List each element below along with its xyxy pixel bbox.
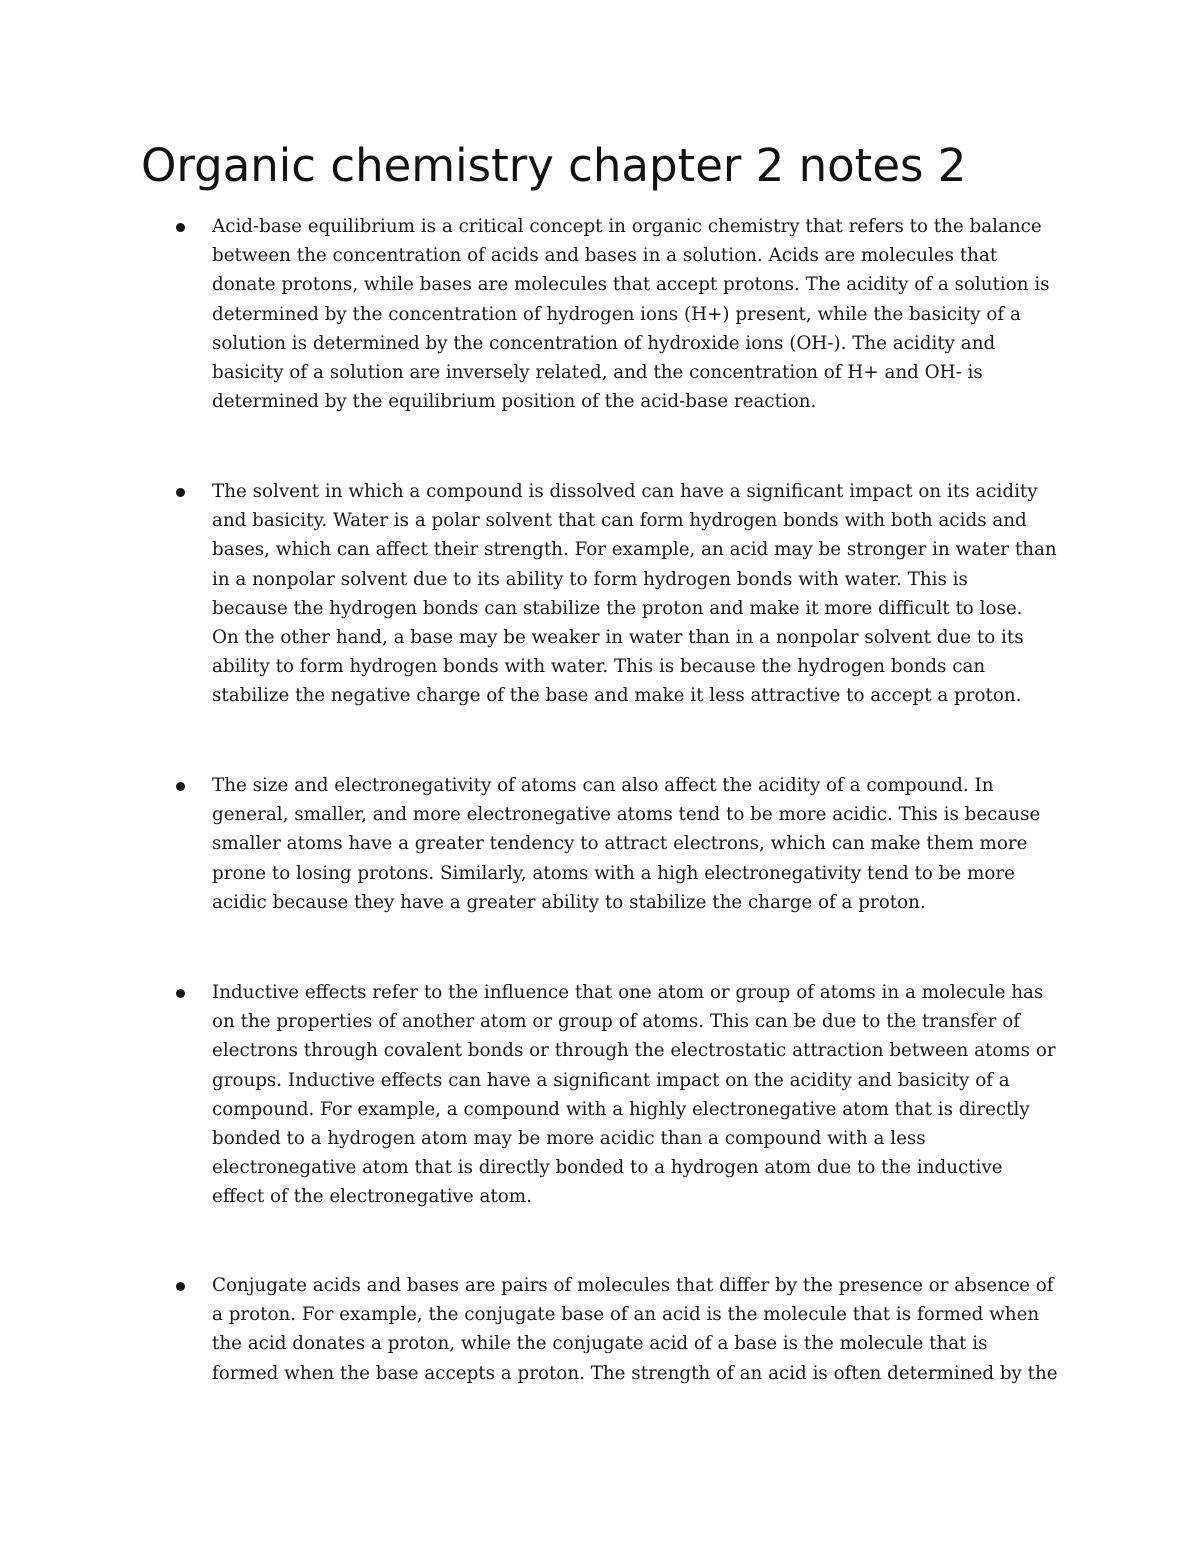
text-line: determined by the equilibrium position of the acid-base reaction. bbox=[212, 391, 817, 413]
text-line: Acid-base equilibrium is a critical concept in organic chemistry that refers to the balance bbox=[212, 216, 1042, 237]
text-line: determined by the concentration of hydrogen ions (H+) present, while the basicity of a bbox=[212, 303, 1021, 325]
text-line: between the concentration of acids and bases in a solution. Acids are molecules that bbox=[212, 245, 998, 267]
text-line: acidic because they have a greater ability to stabilize the charge of a proton. bbox=[212, 891, 926, 913]
text-line: general, smaller, and more electronegative atoms tend to be more acidic. This is because bbox=[212, 804, 1041, 826]
text-line: bases, which can affect their strength. For example, an acid may be stronger in water than bbox=[212, 539, 1057, 561]
text-line: basicity of a solution are inversely related, and the concentration of H+ and OH- is bbox=[212, 362, 983, 384]
text-line: formed when the base accepts a proton. The strength of an acid is often determined by the bbox=[212, 1362, 1058, 1384]
text-line: because the hydrogen bonds can stabilize the proton and make it more difficult to lose. bbox=[212, 597, 1023, 619]
text-line: compound. For example, a compound with a highly electronegative atom that is directly bbox=[212, 1098, 1030, 1120]
text-line: ability to form hydrogen bonds with water. This is because the hydrogen bonds can bbox=[212, 656, 986, 678]
text-line: The size and electronegativity of atoms can also affect the acidity of a compound. In bbox=[212, 775, 994, 796]
paragraph-text bbox=[212, 771, 1062, 917]
paragraph-text bbox=[212, 477, 1062, 711]
text-line: electronegative atom that is directly bonded to a hydrogen atom due to the inductive bbox=[212, 1157, 1003, 1179]
text-line: Inductive effects refer to the influence that one atom or group of atoms in a molecule has bbox=[212, 982, 1044, 1003]
text-line: and basicity. Water is a polar solvent that can form hydrogen bonds with both acids and bbox=[212, 510, 1027, 532]
text-line: donate protons, while bases are molecules that accept protons. The acidity of a solution is bbox=[212, 274, 1050, 296]
paragraph-text bbox=[212, 978, 1062, 1212]
text-line: stabilize the negative charge of the base and make it less attractive to accept a proton. bbox=[212, 685, 1022, 707]
text-line: electrons through covalent bonds or through the electrostatic attraction between atoms or bbox=[212, 1040, 1056, 1062]
text-line: bonded to a hydrogen atom may be more acidic than a compound with a less bbox=[212, 1128, 926, 1150]
text-line: effect of the electronegative atom. bbox=[212, 1186, 532, 1208]
text-line: solution is determined by the concentration of hydroxide ions (OH-). The acidity and bbox=[212, 332, 996, 354]
text-line: a proton. For example, the conjugate base of an acid is the molecule that is formed when bbox=[212, 1304, 1040, 1326]
text-line: smaller atoms have a greater tendency to attract electrons, which can make them more bbox=[212, 833, 1028, 855]
text-line: Conjugate acids and bases are pairs of molecules that differ by the presence or absence of bbox=[212, 1275, 1054, 1296]
paragraph-text bbox=[212, 1271, 1062, 1388]
text-line: prone to losing protons. Similarly, atoms with a high electronegativity tend to be more bbox=[212, 862, 1015, 884]
text-line: on the properties of another atom or group of atoms. This can be due to the transfer of bbox=[212, 1011, 1020, 1033]
bullet-icon bbox=[176, 1282, 185, 1291]
text-line: groups. Inductive effects can have a significant impact on the acidity and basicity of a bbox=[212, 1069, 1010, 1091]
bullet-icon bbox=[176, 782, 185, 791]
text-line: On the other hand, a base may be weaker in water than in a nonpolar solvent due to its bbox=[212, 627, 1024, 649]
text-line: the acid donates a proton, while the conjugate acid of a base is the molecule that is bbox=[212, 1333, 988, 1355]
bullet-icon bbox=[176, 488, 185, 497]
paragraph-text bbox=[212, 212, 1062, 416]
document-title: Organic chemistry chapter 2 notes 2 bbox=[141, 139, 967, 192]
bullet-icon bbox=[176, 989, 185, 998]
text-line: The solvent in which a compound is dissolved can have a significant impact on its acidity bbox=[212, 481, 1038, 502]
text-line: in a nonpolar solvent due to its ability to form hydrogen bonds with water. This is bbox=[212, 568, 968, 590]
bullet-icon bbox=[176, 223, 185, 232]
